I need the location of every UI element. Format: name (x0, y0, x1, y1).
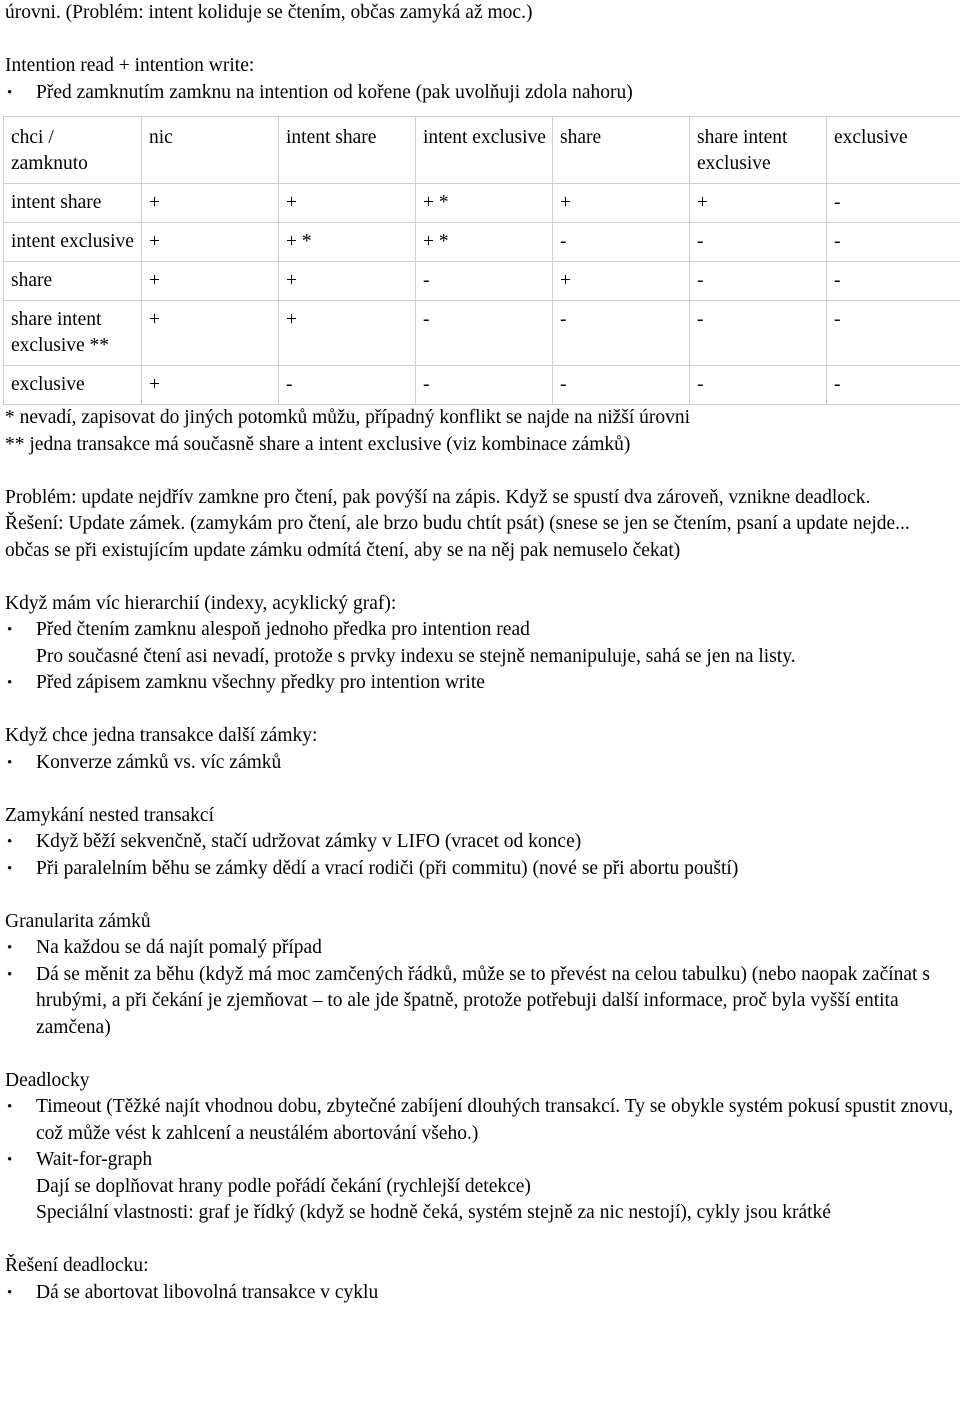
list-item-text: Před zápisem zamknu všechny předky pro intention write (36, 672, 485, 693)
section-heading: Řešení deadlocku: (5, 1255, 149, 1276)
table-cell: - (827, 223, 960, 262)
list-item (5, 856, 955, 883)
intention-heading: Intention read + intention write: (5, 55, 255, 76)
list-item-text: Před čtením zamknu alespoň jednoho předka pro intention read (36, 619, 530, 640)
list-item-text: Timeout (Těžké najít vhodnou dobu, zbytečné zabíjení dlouhých transakcí. Ty se obykle systém pokusí spustit znovu, což může vést k zahlcení a neustálém abortování všeho.) (36, 1096, 954, 1144)
table-row-header-cell: exclusive (4, 366, 142, 405)
sections-container (5, 564, 955, 1306)
table-cell: - (827, 301, 960, 366)
table-cell: - (827, 184, 960, 223)
table-cell: - (553, 223, 690, 262)
table-header-cell: nic (142, 117, 279, 184)
bullet-icon: • (7, 1099, 13, 1115)
list-item-text: Dá se abortovat libovolná transakce v cyklu (36, 1281, 379, 1303)
table-cell: + (553, 184, 690, 223)
table-cell: + (553, 262, 690, 301)
bullet-list (5, 750, 955, 777)
list-item-text: Před zamknutím zamknu na intention od kořene (pak uvolňuji zdola nahoru) (36, 81, 633, 103)
bullet-icon: • (7, 622, 13, 638)
list-item-subtext: Speciální vlastnosti: graf je řídký (když se hodně čeká, systém stejně za nic nestojí), cykly jsou krátké (36, 1202, 831, 1223)
list-item (5, 935, 955, 962)
document-page (5, 0, 955, 1306)
solution-paragraph: Řešení: Update zámek. (zamykám pro čtení, ale brzo budu chtít psát) (snese se jen se čtením, psaní a update nejde... občas se při existujícím update zámku odmítá čtení, aby se na něj pak nemuselo čekat) (5, 513, 910, 561)
table-cell: - (827, 366, 960, 405)
bullet-list (5, 1280, 955, 1307)
table-row (4, 366, 960, 405)
bullet-icon: • (7, 754, 13, 771)
bullet-icon: • (7, 860, 13, 877)
list-item-text: Na každou se dá najít pomalý případ (36, 937, 322, 958)
list-item-subtext: Dají se doplňovat hrany podle pořádí čekání (rychlejší detekce) (36, 1175, 531, 1197)
table-cell: - (553, 301, 690, 366)
spacer (5, 1227, 955, 1254)
table-header-cell: chci / zamknuto (4, 117, 142, 184)
spacer (5, 697, 955, 724)
table-header-row (4, 117, 960, 184)
list-item (5, 1094, 955, 1147)
list-item-subtext: Pro současné čtení asi nevadí, protože s prvky indexu se stejně nemanipuluje, sahá se jen na listy. (36, 645, 796, 667)
list-item (5, 962, 955, 1042)
spacer (5, 1041, 955, 1068)
table-cell: - (553, 366, 690, 405)
section-heading: Granularita zámků (5, 910, 151, 932)
list-item (5, 1280, 955, 1307)
intention-list (5, 80, 955, 107)
table-cell: + (142, 262, 279, 301)
table-row (4, 301, 960, 366)
table-cell: - (416, 366, 553, 405)
list-item-text: Konverze zámků vs. víc zámků (36, 751, 282, 773)
table-cell: + (279, 301, 416, 366)
table-cell: + * (416, 223, 553, 262)
table-header-cell: intent share (279, 117, 416, 184)
table-cell: + (142, 301, 279, 366)
table-row (4, 262, 960, 301)
bullet-icon: • (7, 84, 13, 101)
table-row-header-cell: intent exclusive (4, 223, 142, 262)
footnote: ** jedna transakce má současně share a intent exclusive (viz kombinace zámků) (5, 433, 631, 455)
list-item-text: Wait-for-graph (36, 1149, 153, 1170)
table-cell: + (142, 366, 279, 405)
section-heading: Když mám víc hierarchií (indexy, acyklický graf): (5, 592, 397, 614)
table-cell: - (690, 301, 827, 366)
list-item (5, 829, 955, 856)
table-header-cell: exclusive (827, 117, 960, 184)
table-row-header-cell: share intent exclusive ** (4, 301, 142, 366)
bullet-icon: • (7, 675, 13, 691)
table-cell: + (142, 223, 279, 262)
table-cell: + (142, 184, 279, 223)
spacer (5, 27, 955, 54)
spacer (5, 882, 955, 909)
bullet-list (5, 1094, 955, 1227)
table-cell: + * (279, 223, 416, 262)
table-cell: - (690, 366, 827, 405)
list-item (5, 80, 955, 107)
list-item-text: Dá se měnit za běhu (když má moc zamčených řádků, může se to převést na celou tabulku) (nebo naopak začínat s hrubými, a při čekání je zjemňovat – to ale jde špatně, protože potřebuji další informace, proč byla vyšší entita zamčena) (36, 963, 930, 1038)
list-item (5, 670, 955, 697)
footnote: * nevadí, zapisovat do jiných potomků můžu, případný konflikt se najde na nižší úrovni (5, 407, 691, 428)
list-item-text: Při paralelním běhu se zámky dědí a vrací rodiči (při commitu) (nové se při abortu pouští) (36, 857, 739, 879)
table-row-header-cell: intent share (4, 184, 142, 223)
bullet-icon: • (7, 1284, 13, 1301)
lock-compatibility-table (3, 116, 960, 405)
bullet-list (5, 617, 955, 697)
section-heading: Když chce jedna transakce další zámky: (5, 725, 318, 746)
table-header-cell: share intent exclusive (690, 117, 827, 184)
list-item (5, 750, 955, 777)
bullet-icon: • (7, 1152, 13, 1168)
table-row (4, 184, 960, 223)
table-cell: - (416, 262, 553, 301)
section-heading: Deadlocky (5, 1069, 90, 1091)
table-cell: + (690, 184, 827, 223)
spacer (5, 458, 955, 485)
bullet-list (5, 935, 955, 1041)
table-header-cell: share (553, 117, 690, 184)
table-cell: + (279, 262, 416, 301)
table-cell: - (279, 366, 416, 405)
bullet-icon: • (7, 966, 13, 983)
table-row-header-cell: share (4, 262, 142, 301)
bullet-icon: • (7, 834, 13, 850)
table-cell: - (827, 262, 960, 301)
table-row (4, 223, 960, 262)
table-cell: + (279, 184, 416, 223)
list-item (5, 617, 955, 670)
table-cell: - (416, 301, 553, 366)
bullet-list (5, 829, 955, 882)
problem-paragraph: Problém: update nejdřív zamkne pro čtení, pak povýší na zápis. Když se spustí dva zároveň, vznikne deadlock. (5, 486, 871, 508)
spacer (5, 564, 955, 591)
table-cell: + * (416, 184, 553, 223)
table-cell: - (690, 262, 827, 301)
table-header-cell: intent exclusive (416, 117, 553, 184)
bullet-icon: • (7, 940, 13, 956)
intro-line: úrovni. (Problém: intent koliduje se čtením, občas zamyká až moc.) (5, 2, 533, 23)
list-item (5, 1147, 955, 1227)
list-item-text: Když běží sekvenčně, stačí udržovat zámky v LIFO (vracet od konce) (36, 831, 582, 852)
section-heading: Zamykání nested transakcí (5, 804, 215, 826)
spacer (5, 776, 955, 803)
table-cell: - (690, 223, 827, 262)
